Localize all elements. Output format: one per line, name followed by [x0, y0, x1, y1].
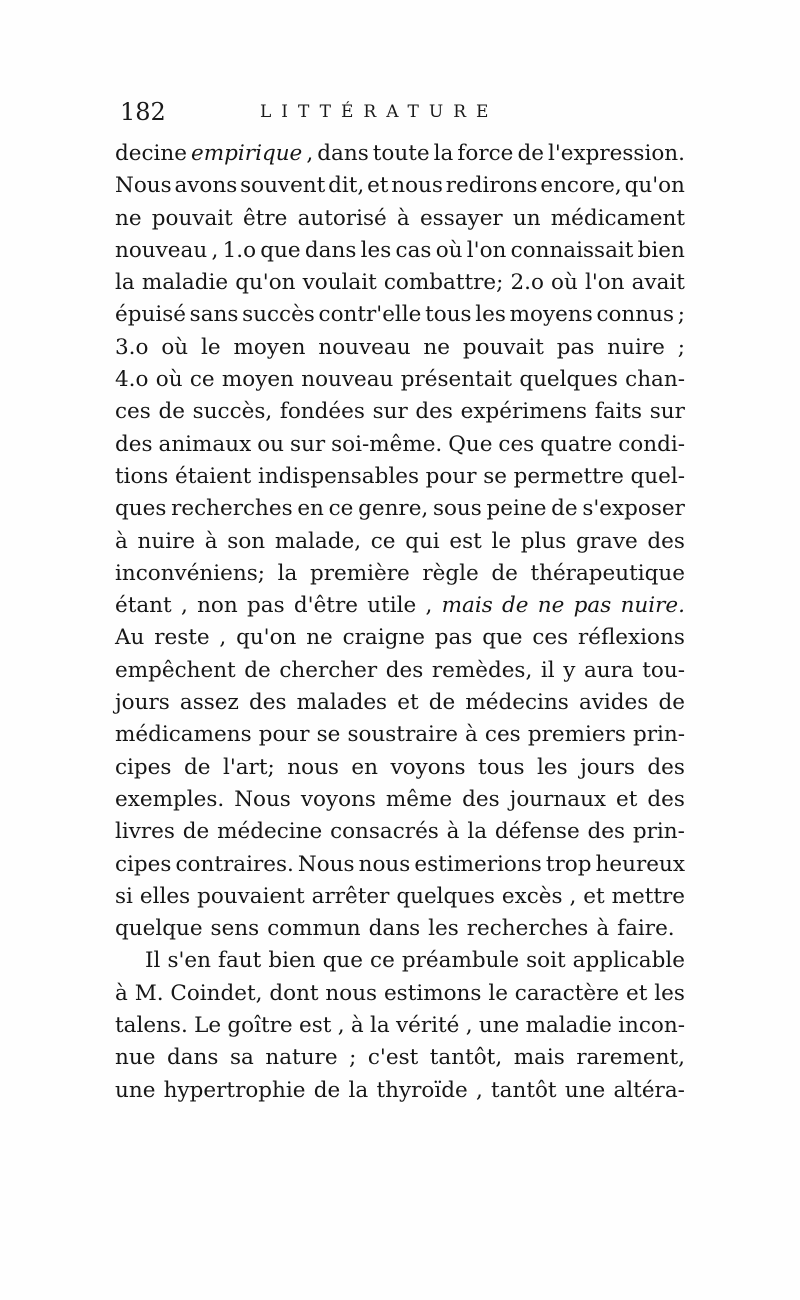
text-line: talens. Le goître est , à la vérité , une maladie incon- [115, 1013, 685, 1039]
text-line: Il s'en faut bien que ce préambule soit applicable [145, 948, 685, 974]
text-line: quelque sens commun dans les recherches à faire. [115, 916, 675, 942]
text-line: inconvéniens; la première règle de thérapeutique [115, 560, 685, 586]
paragraph [115, 138, 685, 945]
text-line: jours assez des malades et de médecins avides de [115, 690, 685, 716]
text-line: la maladie qu'on voulait combattre; 2.o où l'on avait [115, 270, 685, 296]
paragraph [115, 945, 685, 1106]
text-line: médicamens pour se soustraire à ces premiers prin- [115, 722, 685, 748]
page-header [120, 98, 690, 128]
text-line: nouveau , 1.o que dans les cas où l'on connaissait bien [115, 237, 685, 263]
text-line: épuisé sans succès contr'elle tous les moyens connus ; [115, 302, 685, 328]
body-text [115, 138, 685, 1107]
page-number: 182 [120, 98, 166, 126]
running-head: LITTÉRATURE [260, 102, 499, 122]
text-line: 4.o où ce moyen nouveau présentait quelques chan- [115, 367, 685, 393]
text-line: ces de succès, fondées sur des expérimens faits sur [115, 399, 685, 425]
text-line: à nuire à son malade, ce qui est le plus grave des [115, 528, 685, 554]
text-line: si elles pouvaient arrêter quelques excès , et mettre [115, 883, 685, 909]
text-line: 3.o où le moyen nouveau ne pouvait pas nuire ; [115, 334, 685, 360]
text-line: decine empirique , dans toute la force de l'expression. [115, 141, 685, 166]
text-line: Nous avons souvent dit, et nous redirons encore, qu'on [115, 173, 685, 199]
text-line: ques recherches en ce genre, sous peine de s'exposer [115, 496, 685, 522]
text-line: nue dans sa nature ; c'est tantôt, mais rarement, [115, 1045, 685, 1071]
text-line: une hypertrophie de la thyroïde , tantôt une altéra- [115, 1077, 685, 1103]
text-line: étant , non pas d'être utile , mais de ne pas nuire. [115, 593, 685, 619]
text-line: des animaux ou sur soi-même. Que ces quatre condi- [115, 431, 685, 457]
text-line: exemples. Nous voyons même des journaux et des [115, 786, 685, 812]
text-line: tions étaient indispensables pour se permettre quel- [115, 463, 685, 489]
text-line: cipes contraires. Nous nous estimerions trop heureux [115, 851, 685, 877]
text-line: Au reste , qu'on ne craigne pas que ces réflexions [115, 625, 685, 651]
text-line: livres de médecine consacrés à la défense des prin- [115, 819, 685, 845]
text-line: empêchent de chercher des remèdes, il y aura tou- [115, 657, 685, 683]
text-line: cipes de l'art; nous en voyons tous les jours des [115, 754, 685, 780]
text-line: ne pouvait être autorisé à essayer un médicament [115, 205, 685, 231]
text-line: à M. Coindet, dont nous estimons le caractère et les [115, 980, 685, 1006]
